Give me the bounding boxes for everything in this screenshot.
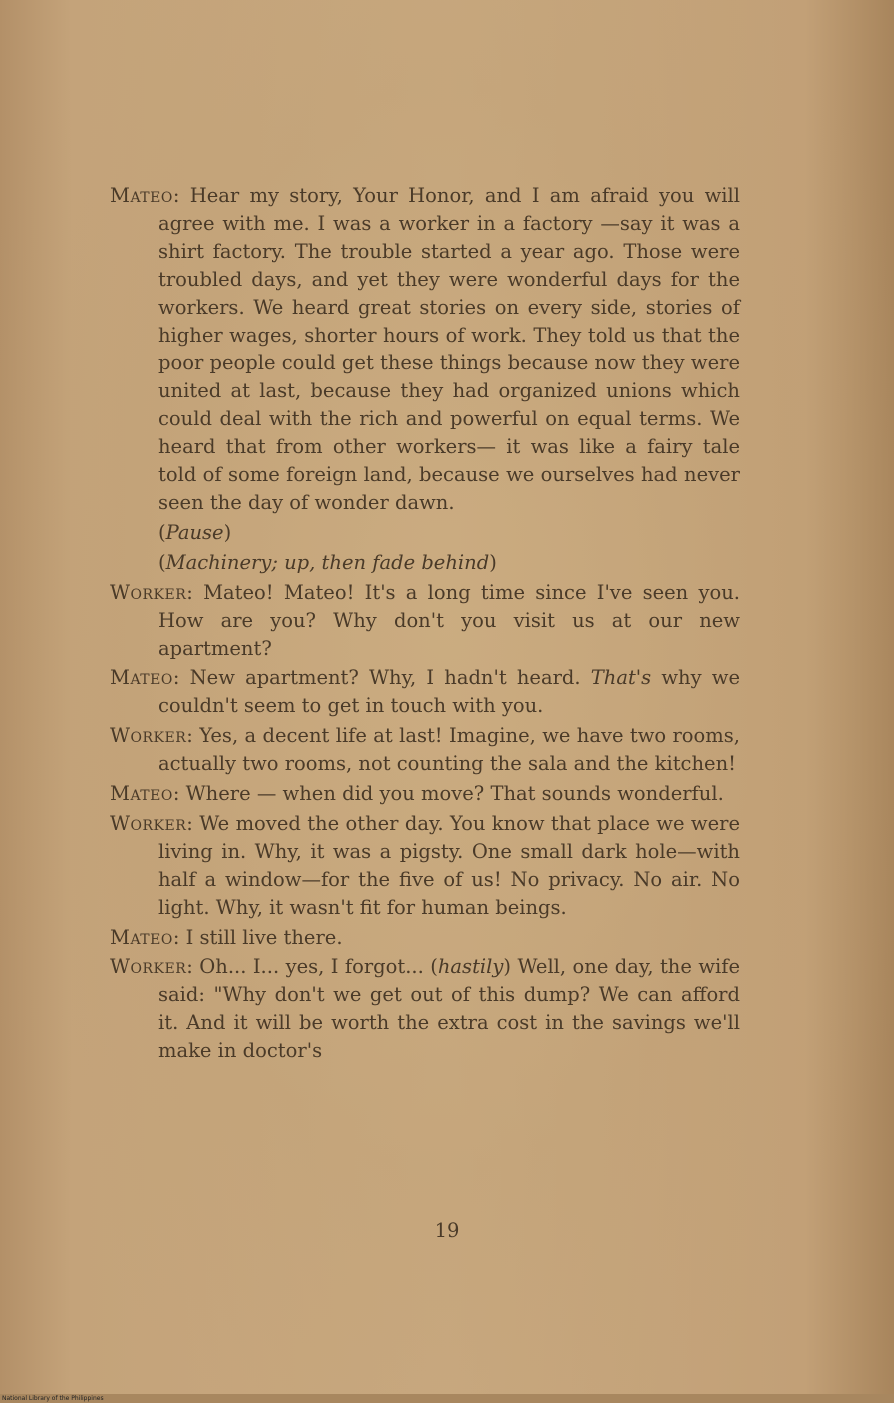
speech-text: Yes, a decent life at last! Imagine, we have two rooms, actually two rooms, not counting the sala and the kitchen! (158, 724, 740, 776)
speaker-name: Mateo (110, 925, 173, 949)
speaker-name: Mateo (110, 782, 173, 806)
speech-text: I still live there. (185, 925, 343, 949)
speech-mateo-3: Mateo: Where — when did you move? That sounds wonderful. (110, 782, 724, 806)
speech-text: Hear my story, Your Honor, and I am afraid you will agree with me. I was a worker in a factory —say it was a shirt factory. The trouble started a year ago. Those were troubled days, and yet they were wonderful days for the workers. We heard great stories on every side, stories of higher wages, shorter hours of work. They told us that the poor people could get these things because now they were united at last, because they had organized unions which could deal with the rich and powerful on equal terms. We heard that from other workers— it was like a fairy tale told of some foreign land, because we ourselves had never seen the day of wonder dawn. (158, 184, 740, 514)
speech-text: Well, one day, the wife said: "Why don't we get out of this dump? We can afford it. And it will be worth the extra cost in the savings we'll make in doctor's (158, 955, 741, 1063)
speech-emphasis: hastily (437, 955, 504, 979)
speaker-name: Worker (110, 580, 187, 604)
speech-text: Mateo! Mateo! It's a long time since I've seen you. How are you? Why don't you visit us at our new apartment? (158, 580, 740, 660)
speech-worker-1: Worker: Mateo! Mateo! It's a long time since I've seen you. How are you? Why don't you visit us at our new apartment? (110, 580, 740, 660)
speech-worker-4: Worker: Oh... I... yes, I forgot... (hastily) Well, one day, the wife said: "Why don't we get out of this dump? We can afford it. And it will be worth the extra cost in the savings we'll make in doctor's (110, 955, 741, 1063)
page-number: 19 (434, 1219, 460, 1242)
speaker-name: Worker (110, 811, 187, 835)
speech-text: why we couldn't seem to get in touch with you. (158, 666, 741, 718)
speaker-name: Worker (110, 955, 187, 979)
speech-mateo-1: Mateo: Hear my story, Your Honor, and I am afraid you will agree with me. I was a worker in a factory —say it was a shirt factory. The trouble started a year ago. Those were troubled days, and yet they were wonderful days for the workers. We heard great stories on every side, stories of higher wages, shorter hours of work. They told us that the poor people could get these things because now they were united at last, because they had organized unions which could deal with the rich and powerful on equal terms. We heard that from other workers— it was like a fairy tale told of some foreign land, because we ourselves had never seen the day of wonder dawn. (110, 184, 740, 514)
speech-mateo-4: Mateo: I still live there. (110, 925, 343, 949)
speech-text: We moved the other day. You know that place we were living in. Why, it was a pigsty. One small dark hole—with half a window—for the five of us! No privacy. No air. No light. Why, it wasn't fit for human beings. (158, 811, 740, 919)
speaker-name: Worker (110, 724, 187, 748)
stage-direction-pause: (Pause) (158, 520, 232, 544)
speech-emphasis: That's (590, 666, 652, 690)
speech-worker-3: Worker: We moved the other day. You know that place we were living in. Why, it was a pigsty. One small dark hole—with half a window—for the five of us! No privacy. No air. No light. Why, it wasn't fit for human beings. (110, 811, 740, 919)
speaker-name: Mateo (110, 666, 173, 690)
speech-text: Oh... I... yes, I forgot... (199, 955, 424, 979)
speaker-name: Mateo (110, 184, 173, 207)
speech-text: New apartment? Why, I hadn't heard. (189, 666, 581, 690)
stage-direction-machinery: (Machinery; up, then fade behind) (158, 550, 497, 574)
speech-worker-2: Worker: Yes, a decent life at last! Imagine, we have two rooms, actually two rooms, not counting the sala and the kitchen! (110, 724, 740, 776)
play-script (110, 182, 740, 1067)
library-credit: National Library of the Philippines (2, 1395, 104, 1402)
speech-text: Where — when did you move? That sounds wonderful. (185, 782, 724, 806)
speech-mateo-2: Mateo: New apartment? Why, I hadn't heard. That's why we couldn't seem to get in touch with you. (110, 666, 741, 718)
